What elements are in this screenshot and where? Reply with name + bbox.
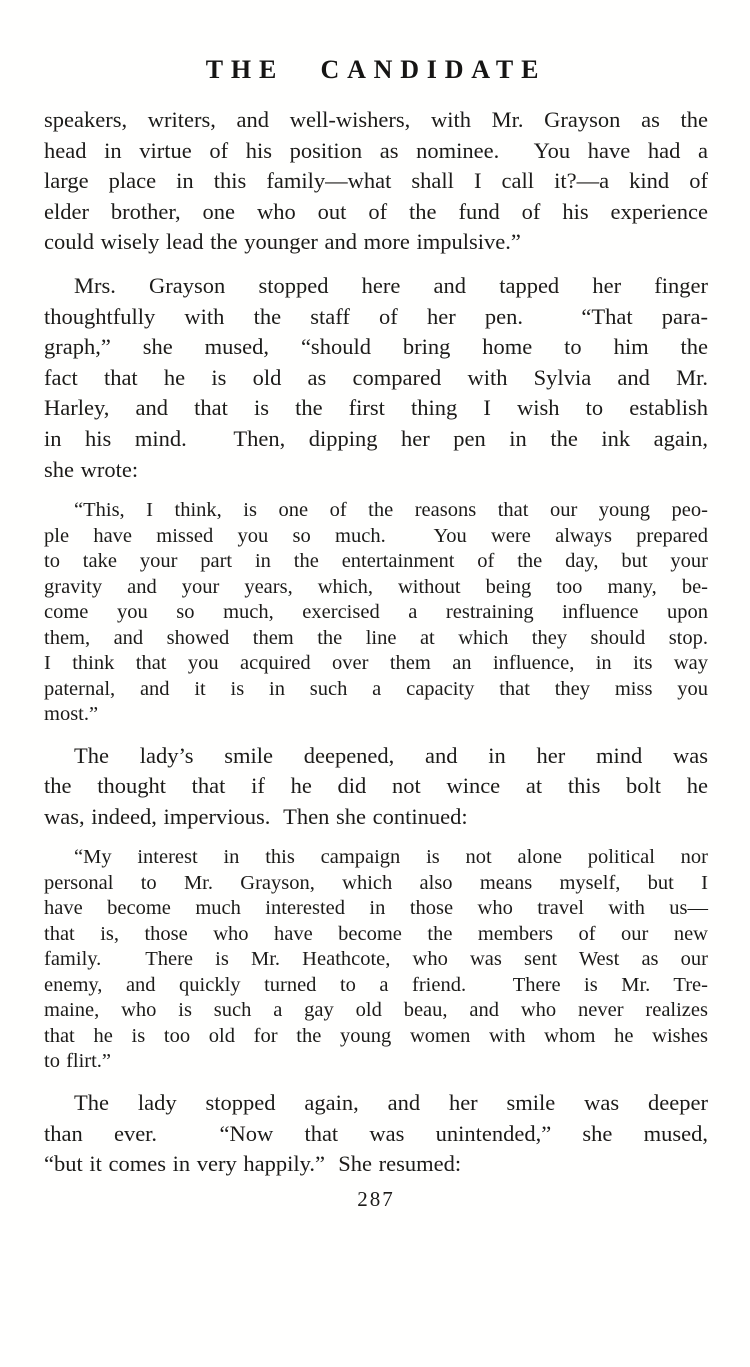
- text-line: come you so much, exercised a restraining influence upon: [44, 601, 708, 624]
- text-line: most.”: [44, 703, 99, 726]
- text-line: thoughtfully with the staff of her pen. “That para-: [44, 303, 708, 329]
- text-line: “My interest in this campaign is not alone political nor: [74, 846, 708, 869]
- text-line: paternal, and it is in such a capacity that they miss you: [44, 677, 708, 700]
- text-line: The lady stopped again, and her smile was deeper: [74, 1089, 708, 1115]
- text-line: them, and showed them the line at which they should stop.: [44, 626, 708, 649]
- text-line: family. There is Mr. Heathcote, who was sent West as our: [44, 948, 708, 971]
- page-number: 287: [357, 1186, 395, 1211]
- text-line: head in virtue of his position as nominee. You have had a: [44, 137, 708, 163]
- text-line: ple have missed you so much. You were always prepared: [44, 524, 708, 547]
- paragraph: [44, 1088, 708, 1180]
- text-line: “but it comes in very happily.” She resumed:: [44, 1151, 462, 1177]
- paragraph: [44, 845, 708, 1075]
- paragraph: [44, 271, 708, 485]
- text-line: large place in this family—what shall I call it?—a kind of: [44, 168, 708, 194]
- text-line: Harley, and that is the first thing I wish to establish: [44, 395, 708, 421]
- text-line: speakers, writers, and well-wishers, with Mr. Grayson as the: [44, 107, 708, 132]
- text-line: maine, who is such a gay old beau, and who never realizes: [44, 999, 708, 1022]
- paragraph: [44, 105, 708, 258]
- text-line: Mrs. Grayson stopped here and tapped her finger: [74, 272, 708, 298]
- paragraph: [44, 741, 708, 833]
- text-line: graph,” she mused, “should bring home to him the: [44, 334, 708, 360]
- text-line: to flirt.”: [44, 1050, 112, 1073]
- page-body: [44, 105, 708, 1180]
- text-column: [44, 0, 708, 1212]
- text-line: was, indeed, impervious. Then she continued:: [44, 803, 468, 829]
- text-line: that is, those who have become the members of our new: [44, 922, 708, 945]
- paragraph: [44, 498, 708, 728]
- text-line: than ever. “Now that was unintended,” she mused,: [44, 1120, 708, 1146]
- text-line: fact that he is old as compared with Sylvia and Mr.: [44, 364, 708, 390]
- text-line: “This, I think, is one of the reasons that our young peo-: [74, 499, 708, 522]
- text-line: personal to Mr. Grayson, which also means myself, but I: [44, 871, 708, 894]
- text-line: The lady’s smile deepened, and in her mind was: [74, 742, 708, 768]
- text-line: she wrote:: [44, 456, 139, 482]
- text-line: that he is too old for the young women with whom he wishes: [44, 1024, 708, 1047]
- text-line: could wisely lead the younger and more impulsive.”: [44, 229, 521, 255]
- text-line: I think that you acquired over them an influence, in its way: [44, 652, 708, 675]
- text-line: have become much interested in those who travel with us—: [44, 897, 708, 920]
- text-line: the thought that if he did not wince at this bolt he: [44, 773, 708, 799]
- text-line: gravity and your years, which, without being too many, be-: [44, 575, 708, 598]
- page-title: THE CANDIDATE: [205, 55, 547, 84]
- text-line: in his mind. Then, dipping her pen in the ink again,: [44, 425, 708, 451]
- text-line: elder brother, one who out of the fund of his experience: [44, 198, 708, 224]
- text-line: to take your part in the entertainment of the day, but your: [44, 550, 708, 573]
- text-line: enemy, and quickly turned to a friend. There is Mr. Tre-: [44, 973, 708, 996]
